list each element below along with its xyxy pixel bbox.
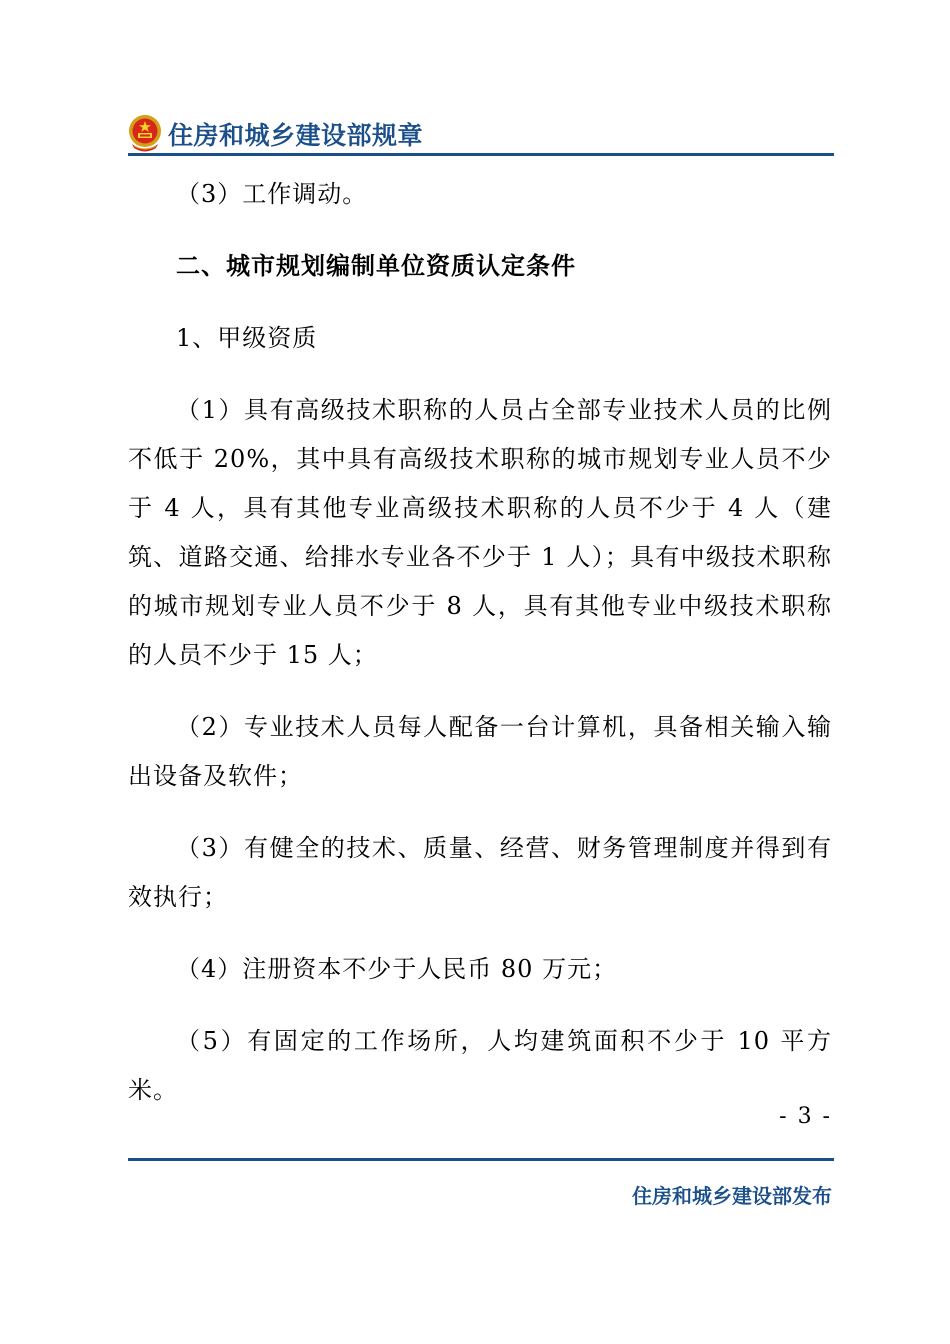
header-title: 住房和城乡建设部规章 xyxy=(168,121,424,150)
paragraph-3: （3）有健全的技术、质量、经营、财务管理制度并得到有效执行； xyxy=(128,834,832,911)
paragraph-5: （5）有固定的工作场所，人均建筑面积不少于 10 平方米。 xyxy=(128,1027,832,1104)
header-divider xyxy=(128,153,834,156)
footer-divider xyxy=(128,1158,834,1161)
item-3-transfer: （3）工作调动。 xyxy=(176,180,368,208)
section-heading: 二、城市规划编制单位资质认定条件 xyxy=(176,252,576,280)
footer-publisher: 住房和城乡建设部发布 xyxy=(632,1184,832,1208)
page-header xyxy=(128,112,834,158)
paragraph-4: （4）注册资本不少于人民币 80 万元； xyxy=(176,955,618,983)
national-emblem-icon xyxy=(128,114,162,152)
subheading-grade-a: 1、甲级资质 xyxy=(176,324,318,352)
document-body xyxy=(128,170,832,1115)
page-number: - 3 - xyxy=(779,1104,832,1129)
paragraph-1: （1）具有高级技术职称的人员占全部专业技术人员的比例不低于 20%，其中具有高级技术职称的城市规划专业人员不少于 4 人，具有其他专业高级技术职称的人员不少于 4 人（建筑、道路交通、给排水专业各不少于 1 人）；具有中级技术职称的城市规划专业人员不少于 8 人，具有其他专业中级技术职称的人员不少于 15 人； xyxy=(128,396,832,669)
paragraph-2: （2）专业技术人员每人配备一台计算机，具备相关输入输出设备及软件； xyxy=(128,713,832,790)
